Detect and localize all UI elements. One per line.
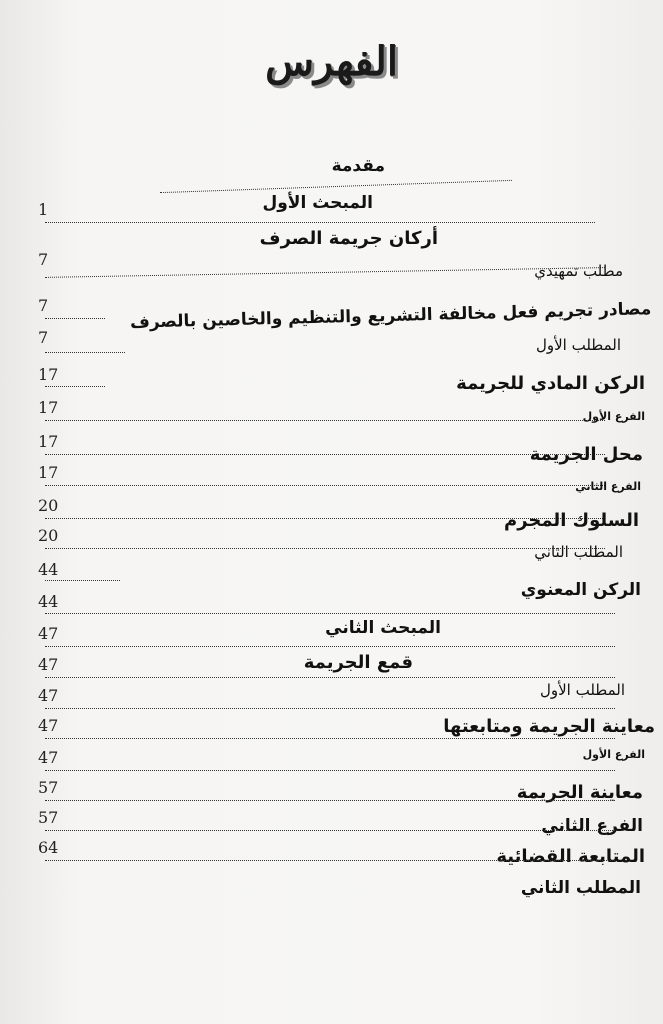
toc-entry-label: المطلب الأول (539, 681, 625, 699)
toc-entry-label: معاينة الجريمة (516, 782, 643, 803)
dotted-leader (45, 708, 615, 709)
toc-entry-label: معاينة الجريمة ومتابعتها (443, 716, 655, 737)
dotted-leader (45, 420, 605, 421)
page-title: الفهرس (265, 38, 398, 85)
dotted-leader (45, 738, 615, 739)
dotted-leader (45, 646, 615, 647)
toc-entry-page: 47 (38, 624, 59, 643)
toc-entry-page: 17 (38, 463, 59, 482)
toc-entry-label: المتابعة القضائية (496, 846, 645, 867)
dotted-leader (45, 830, 615, 831)
toc-entry-label: محل الجريمة (529, 444, 643, 465)
toc-entry-page: 47 (38, 716, 59, 735)
dotted-leader (45, 222, 595, 223)
toc-entry-label: قمع الجريمة (303, 652, 413, 673)
toc-entry-label: المبحث الأول (262, 193, 373, 213)
toc-entry-label: مقدمة (331, 156, 385, 176)
toc-entry-label: الركن المعنوي (520, 580, 641, 600)
toc-entry-page: 57 (38, 778, 59, 797)
dotted-leader (160, 180, 512, 193)
toc-entry-page: 7 (38, 296, 49, 315)
dotted-leader (45, 580, 120, 581)
toc-entry-page: 17 (38, 398, 59, 417)
toc-entry-label: الفرع الثاني (575, 480, 641, 493)
toc-entry-label: الفرع الأول (582, 748, 645, 761)
dotted-leader (45, 677, 615, 678)
toc-entry-page: 7 (38, 250, 49, 269)
toc-entry-page: 20 (38, 526, 59, 545)
dotted-leader (45, 386, 105, 387)
dotted-leader (45, 267, 605, 278)
toc-entry-label: الفرع الأول (582, 410, 645, 423)
toc-entry-label: المطلب الثاني (520, 878, 641, 898)
toc-entry-label: المبحث الثاني (325, 618, 441, 638)
toc-entry-page: 7 (38, 328, 49, 347)
toc-entry-label: المطلب الأول (535, 336, 621, 354)
dotted-leader (45, 485, 605, 486)
toc-entry-page: 44 (38, 592, 59, 611)
dotted-leader (45, 770, 615, 771)
toc-entry-label: المطلب الثاني (534, 543, 623, 561)
toc-entry-label: السلوك المجرم (504, 510, 639, 531)
dotted-leader (45, 454, 605, 455)
toc-entry-page: 44 (38, 560, 59, 579)
toc-entry-page: 47 (38, 686, 59, 705)
toc-entry-label: مطلب تمهيدي (534, 262, 623, 280)
toc-entry-page: 20 (38, 496, 59, 515)
toc-entry-page: 57 (38, 808, 59, 827)
toc-entry-page: 47 (38, 655, 59, 674)
toc-entry-page: 17 (38, 365, 59, 384)
toc-entry-page: 47 (38, 748, 59, 767)
toc-entry-page: 17 (38, 432, 59, 451)
toc-entry-label: الفرع الثاني (541, 816, 643, 836)
toc-entry-page: 1 (38, 200, 49, 219)
toc-entry-label: الركن المادي للجريمة (456, 373, 645, 394)
dotted-leader (45, 318, 105, 319)
dotted-leader (45, 352, 125, 353)
toc-entry-label: أركان جريمة الصرف (259, 228, 438, 249)
dotted-leader (45, 548, 605, 549)
dotted-leader (45, 613, 615, 614)
dotted-leader (45, 800, 615, 801)
toc-entry-page: 64 (38, 838, 59, 857)
dotted-leader (45, 860, 615, 861)
toc-entry-label: مصادر تجريم فعل مخالفة التشريع والتنظيم والخاصين بالصرف (129, 299, 652, 333)
